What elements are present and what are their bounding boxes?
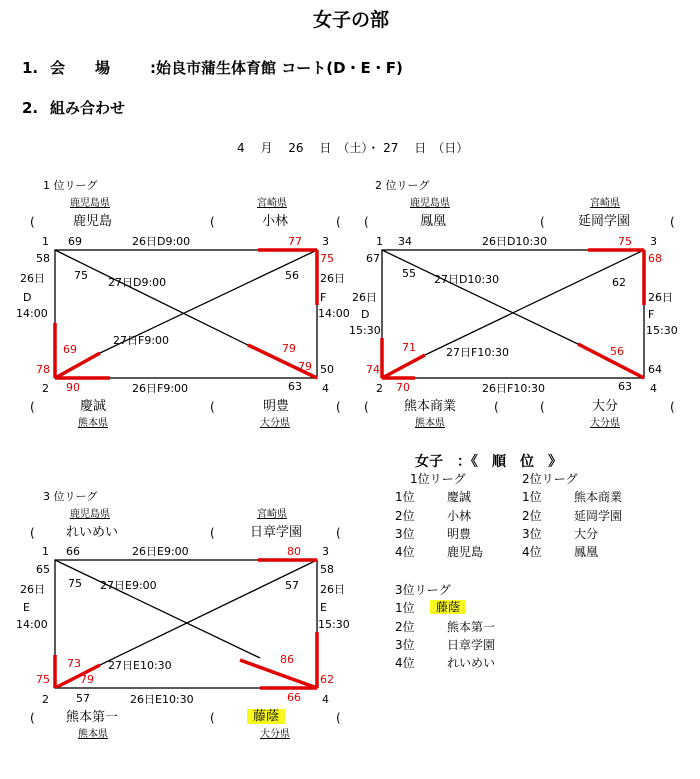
league2-diag-a-label: 27日D10:30 <box>434 273 500 286</box>
league3-corner2: 2 <box>42 693 49 706</box>
date-line: 4 月 26 日 （土）・ 27 日 （日） <box>237 141 469 155</box>
league1-diag-b-bottom: 69 <box>63 343 77 356</box>
paren: ( <box>336 526 341 540</box>
league1-top-left-score: 69 <box>68 235 82 248</box>
league3-diag-a-label: 27日E9:00 <box>100 579 157 592</box>
ranking-team: 鳳凰 <box>574 545 599 559</box>
ranking-team: 熊本第一 <box>447 620 496 634</box>
league3-t4-name: 藤蔭 <box>247 709 285 724</box>
league3-right-bottom-score: 62 <box>320 673 334 686</box>
paren: ( <box>540 215 545 229</box>
ranking-team: 延岡学園 <box>574 509 623 523</box>
league2-bottom-left-score: 70 <box>396 381 410 394</box>
paren: ( <box>494 400 499 414</box>
league2-diag-b-label: 27日F10:30 <box>446 346 510 359</box>
section1-label: 会 場 <box>50 59 111 77</box>
league3-left-day: 26日 <box>20 583 45 596</box>
league2-left-top-score: 67 <box>366 252 380 265</box>
league1-title: 1 位リーグ <box>43 179 98 192</box>
league1-t1-pref: 鹿児島県 <box>70 198 110 209</box>
league1-corner3: 3 <box>322 235 329 248</box>
paren: ( <box>210 215 215 229</box>
ranking-rank: 4位 <box>395 545 415 559</box>
league2-diag-b-top: 62 <box>612 276 626 289</box>
league2-diag-b-bottom: 71 <box>402 341 416 354</box>
ranking-team: れいめい <box>447 656 496 670</box>
ranking-rank: 2位 <box>522 509 542 523</box>
league1-t4-pref: 大分県 <box>260 418 290 429</box>
section2-number: 2. <box>22 99 39 117</box>
league3-left-bottom-score: 75 <box>36 673 50 686</box>
league3-top-left-score: 66 <box>66 545 80 558</box>
league1-left-top-score: 58 <box>36 252 50 265</box>
paren: ( <box>364 400 369 414</box>
league3-left-time: 14:00 <box>16 618 48 631</box>
league2-t3-pref: 宮崎県 <box>590 198 620 209</box>
league2-right-time: 15:30 <box>646 324 678 337</box>
ranking-l2-title: 2位リーグ <box>522 472 578 486</box>
ranking-team: 慶誠 <box>447 490 472 504</box>
ranking-rank: 3位 <box>395 638 415 652</box>
league2-t4-name: 大分 <box>592 399 619 414</box>
ranking-rank: 2位 <box>395 620 415 634</box>
ranking-rank: 4位 <box>522 545 542 559</box>
league1-right-time: 14:00 <box>318 307 350 320</box>
ranking-l1-title: 1位リーグ <box>410 472 466 486</box>
league1-corner2: 2 <box>42 382 49 395</box>
league2-left-time: 15:30 <box>349 324 381 337</box>
ranking-rank: 1位 <box>395 490 415 504</box>
league3-corner3: 3 <box>322 545 329 558</box>
league1-right-court: F <box>320 291 327 304</box>
venue-text: :始良市蒲生体育館 コート(D・E・F) <box>150 59 403 77</box>
league3-corner4: 4 <box>322 693 329 706</box>
section1-number: 1. <box>22 59 39 77</box>
league1-right-bottom-score: 50 <box>320 363 334 376</box>
ranking-team: 大分 <box>574 527 599 541</box>
paren: ( <box>210 711 215 725</box>
league3-bottom-label: 26日E10:30 <box>130 693 194 706</box>
league3-t3-name: 日章学園 <box>250 525 303 540</box>
league2-right-bottom-score: 64 <box>648 363 662 376</box>
ranking-team: 熊本商業 <box>574 490 623 504</box>
ranking-team: 小林 <box>447 509 472 523</box>
ranking-team-highlighted: 藤蔭 <box>430 600 466 614</box>
league1-left-bottom-score: 78 <box>36 363 50 376</box>
league2-t2-pref: 熊本県 <box>415 418 445 429</box>
league3-diag-a-bottom: 86 <box>280 653 294 666</box>
paren: ( <box>336 400 341 414</box>
league2-t1-name: 鳳凰 <box>420 214 447 229</box>
ranking-rank: 1位 <box>522 490 542 504</box>
league3-right-time: 15:30 <box>318 618 350 631</box>
league1-t2-name: 慶誠 <box>80 399 107 414</box>
league1-left-court: D <box>23 291 32 304</box>
league3-right-court: E <box>320 601 327 614</box>
ranking-rank: 3位 <box>395 527 415 541</box>
league3-t4-pref: 大分県 <box>260 729 290 740</box>
paren: ( <box>670 215 675 229</box>
league2-corner4: 4 <box>650 382 657 395</box>
ranking-rank: 4位 <box>395 656 415 670</box>
league1-t3-pref: 宮崎県 <box>257 198 287 209</box>
league1-right-day: 26日 <box>320 272 345 285</box>
ranking-rank: 1位 <box>395 601 415 615</box>
paren: ( <box>364 215 369 229</box>
league1-top-right-score: 77 <box>288 235 302 248</box>
league3-top-right-score: 80 <box>287 545 301 558</box>
league3-bottom-left-score: 57 <box>76 692 90 705</box>
league2-right-court: F <box>648 308 655 321</box>
league1-left-time: 14:00 <box>16 307 48 320</box>
paren: ( <box>30 711 35 725</box>
section2-label: 組み合わせ <box>50 99 126 117</box>
league2-left-bottom-score: 74 <box>366 363 380 376</box>
league2-top-label: 26日D10:30 <box>482 235 548 248</box>
league2-top-left-score: 34 <box>398 235 412 248</box>
league2-t3-name: 延岡学園 <box>578 214 631 229</box>
league2-t2-name: 熊本商業 <box>404 399 457 414</box>
paren: ( <box>670 400 675 414</box>
league3-diag-b-label: 27日E10:30 <box>108 659 172 672</box>
league3-corner1: 1 <box>42 545 49 558</box>
league2-bottom-right-score: 63 <box>618 380 632 393</box>
paren: ( <box>30 400 35 414</box>
ranking-team: 鹿児島 <box>447 545 484 559</box>
league1-t4-name: 明豊 <box>263 399 290 414</box>
league1-left-day: 26日 <box>20 272 45 285</box>
league1-diag-a-bottom: 79 <box>282 342 296 355</box>
league1-t3-name: 小林 <box>262 214 289 229</box>
league3-t1-name: れいめい <box>66 525 119 540</box>
league1-bottom-label: 26日F9:00 <box>132 382 189 395</box>
ranking-rank: 2位 <box>395 509 415 523</box>
league1-diag-b-top: 56 <box>285 269 299 282</box>
league2-t4-pref: 大分県 <box>590 418 620 429</box>
league3-left-top-score: 65 <box>36 563 50 576</box>
league3-top-label: 26日E9:00 <box>132 545 189 558</box>
league1-bottom-right-score: 63 <box>288 380 302 393</box>
league3-inner-score: 79 <box>80 673 94 686</box>
league2-corner2: 2 <box>376 382 383 395</box>
league2-top-right-score: 75 <box>618 235 632 248</box>
league3-bottom-right-score: 66 <box>287 691 301 704</box>
league1-bottom-left-score: 90 <box>66 381 80 394</box>
league3-title: 3 位リーグ <box>43 490 98 503</box>
paren: ( <box>30 526 35 540</box>
league2-diag-a-top: 55 <box>402 267 416 280</box>
ranking-l3-title: 3位リーグ <box>395 583 451 597</box>
league1-top-label: 26日D9:00 <box>132 235 191 248</box>
league2-right-top-score: 68 <box>648 252 662 265</box>
league1-diag-a-label: 27日D9:00 <box>108 276 167 289</box>
league1-diag-b-label: 27日F9:00 <box>113 334 170 347</box>
league1-corner1: 1 <box>42 235 49 248</box>
league2-diag-a-bottom: 56 <box>610 345 624 358</box>
league1-corner4: 4 <box>322 382 329 395</box>
league1-inner-score: 79 <box>298 360 312 373</box>
league2-right-day: 26日 <box>648 291 673 304</box>
league2-title: 2 位リーグ <box>375 179 430 192</box>
league3-diag-b-top: 57 <box>285 579 299 592</box>
league1-t2-pref: 熊本県 <box>78 418 108 429</box>
paren: ( <box>336 215 341 229</box>
league2-t1-pref: 鹿児島県 <box>410 198 450 209</box>
ranking-rank: 3位 <box>522 527 542 541</box>
league1-diag-a-top: 75 <box>74 269 88 282</box>
ranking-heading: 女子 ：《 順 位 》 <box>415 454 562 470</box>
league3-left-court: E <box>23 601 30 614</box>
league3-t3-pref: 宮崎県 <box>257 509 287 520</box>
league3-t2-pref: 熊本県 <box>78 729 108 740</box>
league2-left-day: 26日 <box>352 291 377 304</box>
league2-bottom-label: 26日F10:30 <box>482 382 546 395</box>
league3-diag-a-top: 75 <box>68 577 82 590</box>
paren: ( <box>210 400 215 414</box>
paren: ( <box>336 711 341 725</box>
league2-corner1: 1 <box>376 235 383 248</box>
ranking-team: 日章学園 <box>447 638 496 652</box>
league3-t2-name: 熊本第一 <box>66 710 119 725</box>
paren: ( <box>210 526 215 540</box>
ranking-team: 明豊 <box>447 527 472 541</box>
league3-t1-pref: 鹿児島県 <box>70 509 110 520</box>
league2-corner3: 3 <box>650 235 657 248</box>
league3-right-top-score: 58 <box>320 563 334 576</box>
paren: ( <box>30 215 35 229</box>
league2-left-court: D <box>361 308 370 321</box>
league3-right-day: 26日 <box>320 583 345 596</box>
league3-diag-b-bottom: 73 <box>67 657 81 670</box>
page-title: 女子の部 <box>313 9 390 31</box>
league1-right-top-score: 75 <box>320 252 334 265</box>
paren: ( <box>540 400 545 414</box>
league1-t1-name: 鹿児島 <box>73 214 113 229</box>
